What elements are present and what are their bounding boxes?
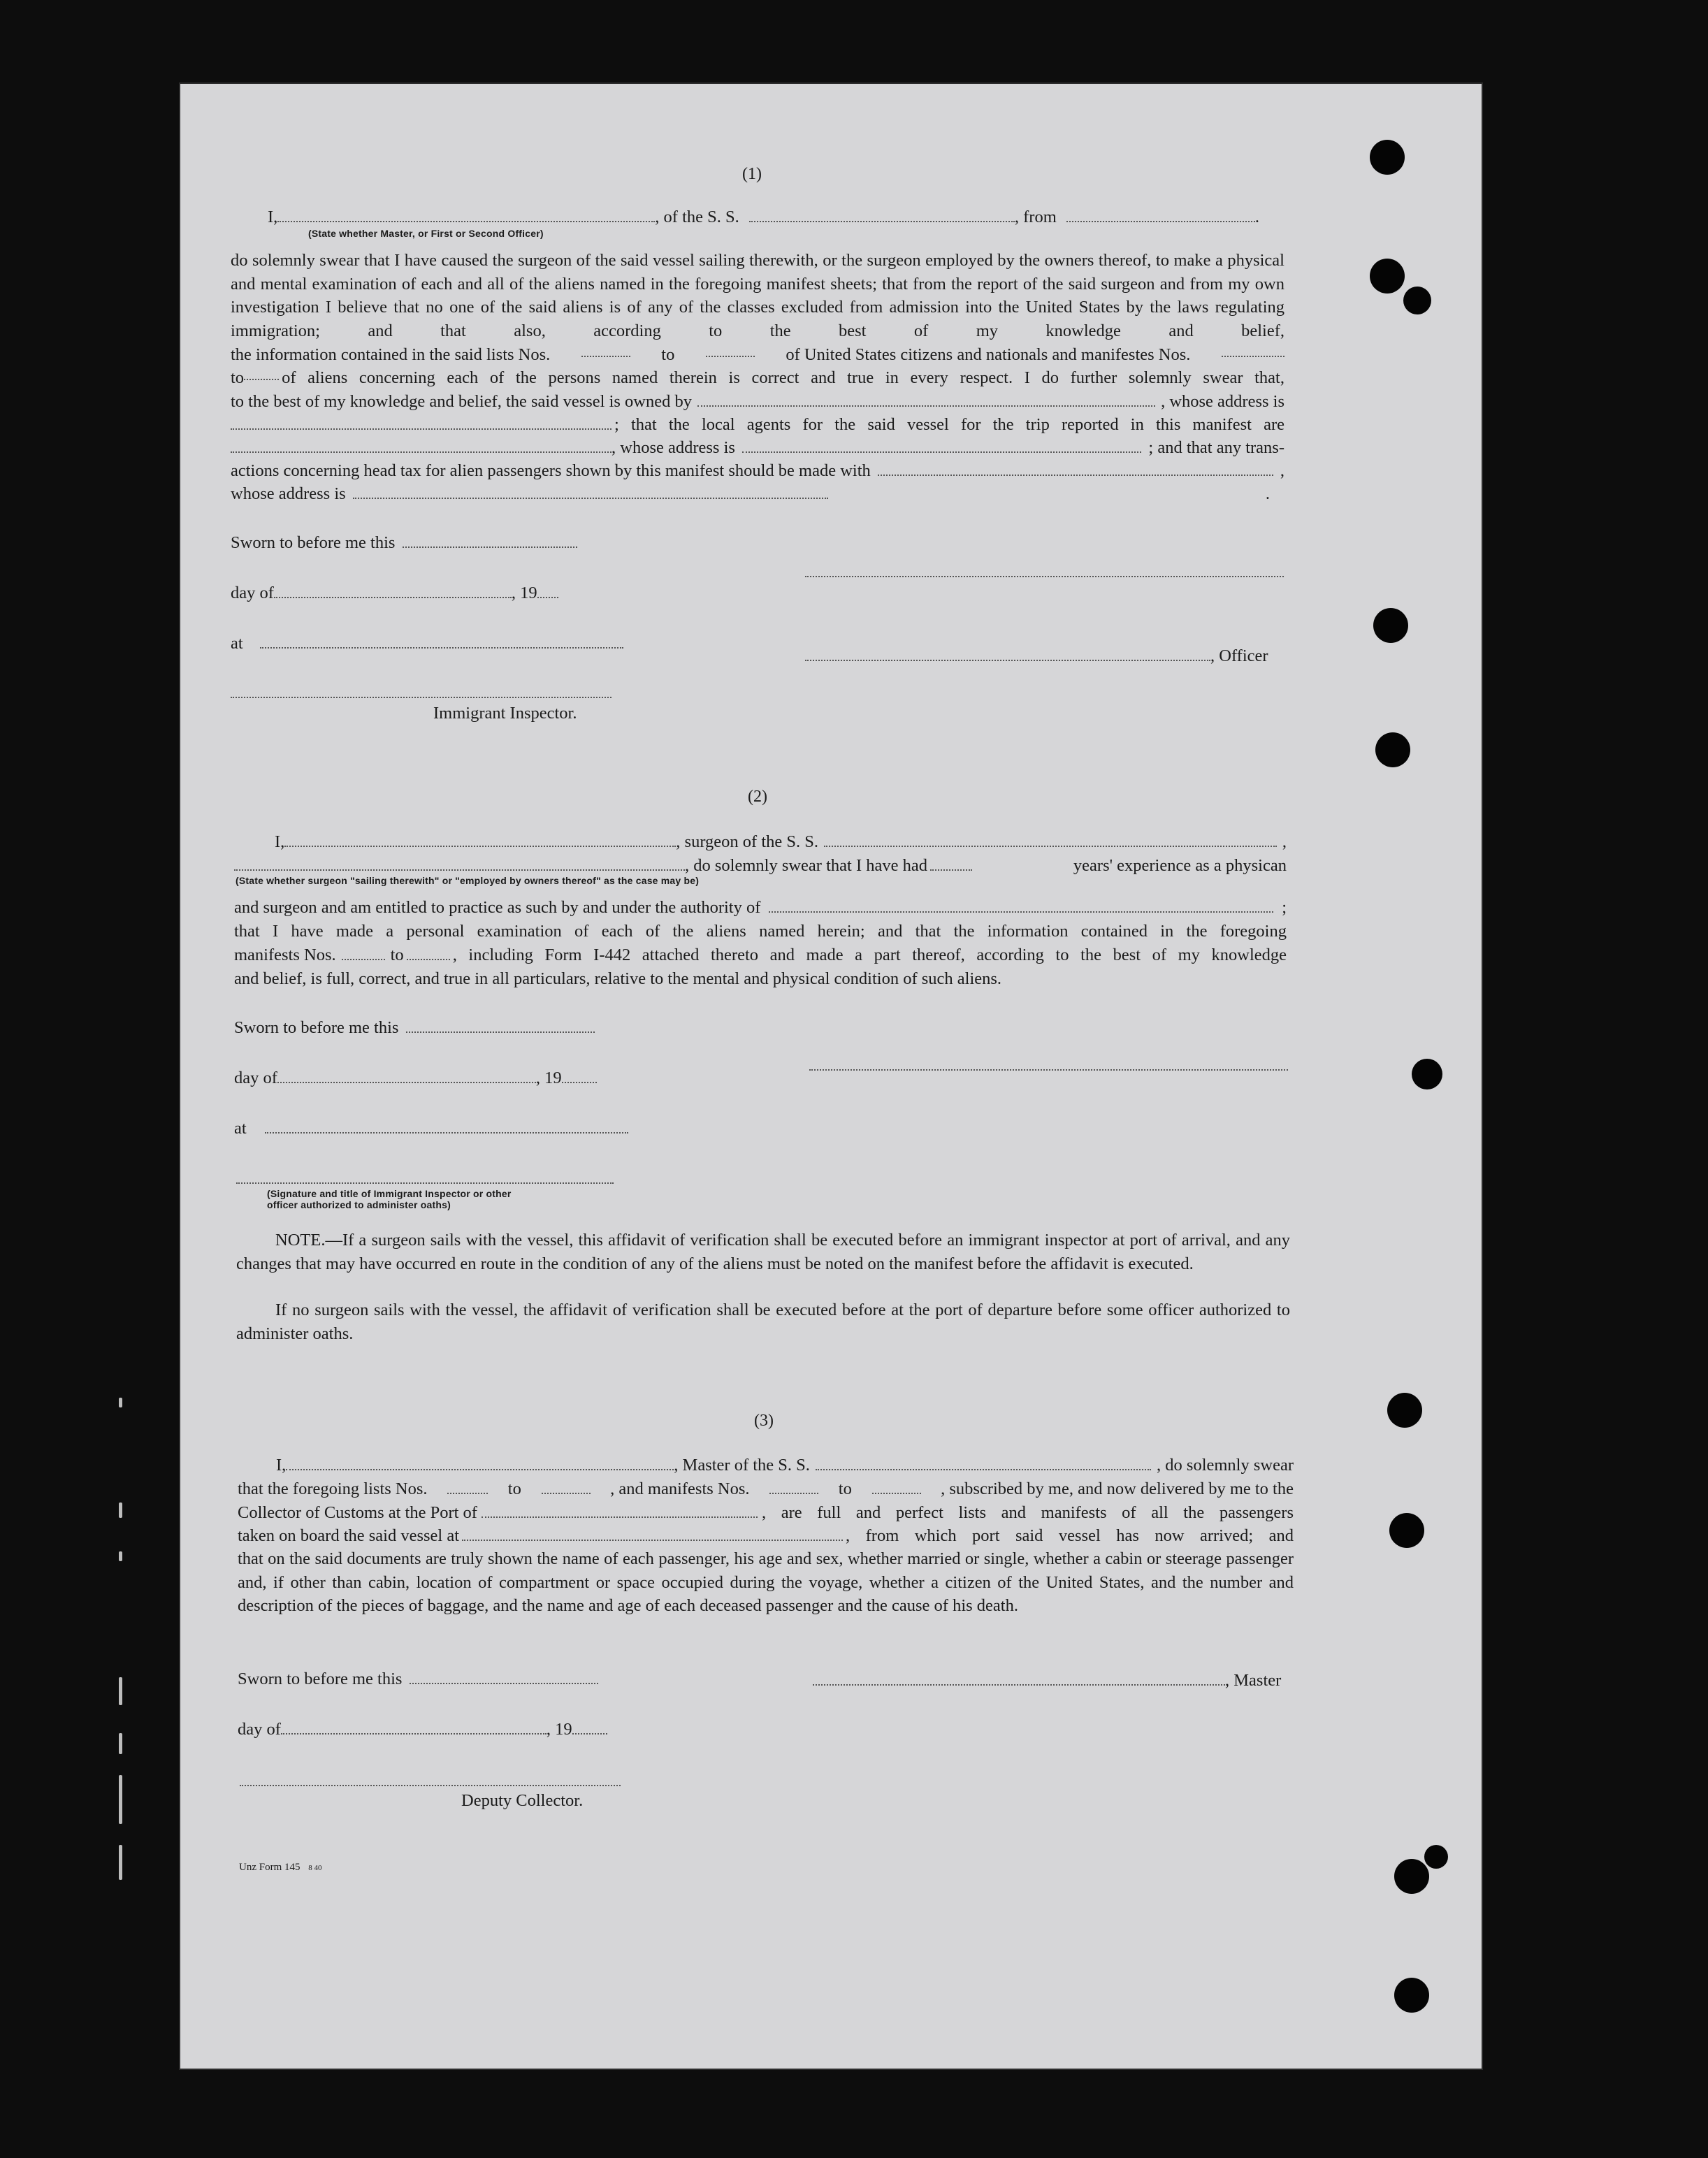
surgeon-experience-line: , do solemnly swear that I have had years' experience as a physican [234, 854, 1287, 877]
master-signature-line: , Master [813, 1669, 1281, 1692]
day-line: day of , 19 [234, 1066, 597, 1089]
at-line: at [231, 632, 623, 655]
authority-line: and surgeon and am entitled to practice as such by and under the authority of ; [234, 898, 1287, 917]
sworn-line: Sworn to before me this [238, 1667, 598, 1690]
officer-line: , Officer [805, 644, 1268, 667]
note-paragraph: NOTE.—If a surgeon sails with the vessel, this affidavit of verification shall be executed before an immigrant inspector at port of arrival, and any changes that may have occurred en route in the condition of any of the aliens must be noted on the manifest before the affidavit is executed. [236, 1231, 1290, 1273]
inspector-signature-line [231, 695, 611, 698]
master-line: I, , Master of the S. S. , do solemnly swear [276, 1456, 1294, 1475]
day-line: day of , 19 [231, 581, 558, 604]
section-number: (3) [754, 1412, 774, 1430]
day-line: day of , 19 [238, 1718, 607, 1741]
manifests-line: manifests Nos. to , including Form I-442 attached thereto and made a part thereof, according to the best of my knowledge [234, 946, 1287, 964]
at-line: at [234, 1117, 628, 1140]
oath-officer-signature-line [236, 1181, 614, 1184]
signature-note: officer authorized to administer oaths) [267, 1199, 451, 1210]
lists-line: the information contained in the said lists Nos. to of United States citizens and nationals and manifestes Nos. [231, 343, 1284, 366]
documents-paragraph: that on the said documents are truly shown the name of each passenger, his age and sex, whether married or single, whether a cabin or steerage passenger and, if other than cabin, location of compartment or space occupied during the voyage, whether a citizen of the United States, and the number and description of the pieces of baggage, and the name and age of each deceased passenger and the cause of his death. [238, 1549, 1294, 1615]
section-number: (1) [742, 165, 762, 183]
head-tax-line: actions concerning head tax for alien passengers shown by this manifest should be made with , [231, 461, 1284, 480]
head-tax-address-line: whose address is . [231, 484, 1271, 503]
section-number: (2) [748, 788, 767, 806]
signature-line [805, 574, 1284, 577]
surgeon-line: I, , surgeon of the S. S. , [275, 832, 1287, 851]
deputy-label: Deputy Collector. [461, 1791, 584, 1810]
examination-paragraph: that I have made a personal examination of each of the aliens named herein; and that the information contained in the foregoing [234, 922, 1287, 941]
signature-note: (Signature and title of Immigrant Inspector or other [267, 1188, 512, 1199]
note-paragraph: If no surgeon sails with the vessel, the affidavit of verification shall be executed before at the port of departure before some officer authorized to administer oaths. [236, 1301, 1290, 1343]
master-line: I, , of the S. S. , from . [268, 208, 1260, 226]
form-number: Unz Form 145 8 40 [239, 1862, 322, 1873]
deputy-signature-line [240, 1783, 621, 1786]
surgeon-note: (State whether surgeon "sailing therewith" or "employed by owners thereof" as the case may be) [236, 875, 700, 886]
sworn-line: Sworn to before me this [234, 1016, 595, 1039]
oath-paragraph: do solemnly swear that I have caused the surgeon of the said vessel sailing therewith, or the surgeon employed by the owners thereof, to make a physical and mental examination of each and all of the aliens named in the foregoing manifest sheets; that from the report of the said surgeon and from my own investigation I believe that no one of the said aliens is of any of the classes excluded from admission into the United States by the laws regulating immigration; and that also, according to the best of my knowledge and belief, [231, 251, 1284, 340]
taken-line: taken on board the said vessel at , from which port said vessel has now arrived; and [238, 1526, 1294, 1545]
owner-line: to the best of my knowledge and belief, the said vessel is owned by , whose address is [231, 392, 1284, 411]
agents-line: ; that the local agents for the said vessel for the trip reported in this manifest are [231, 413, 1284, 436]
belief-paragraph: and belief, is full, correct, and true in all particulars, relative to the mental and physical condition of such aliens. [234, 969, 1002, 988]
aliens-line: to of aliens concerning each of the persons named therein is correct and true in every respect. I do further solemnly swear that, [231, 366, 1284, 389]
collector-line: Collector of Customs at the Port of , are full and perfect lists and manifests of all the passengers [238, 1503, 1294, 1522]
lists-line: that the foregoing lists Nos. to , and manifests Nos. to , subscribed by me, and now delivered by me to the [238, 1479, 1294, 1498]
sworn-line: Sworn to before me this [231, 531, 577, 554]
inspector-label: Immigrant Inspector. [433, 704, 577, 723]
agent-address-line: , whose address is ; and that any trans- [231, 436, 1284, 459]
master-note: (State whether Master, or First or Second Officer) [308, 228, 544, 239]
signature-line [809, 1068, 1288, 1071]
